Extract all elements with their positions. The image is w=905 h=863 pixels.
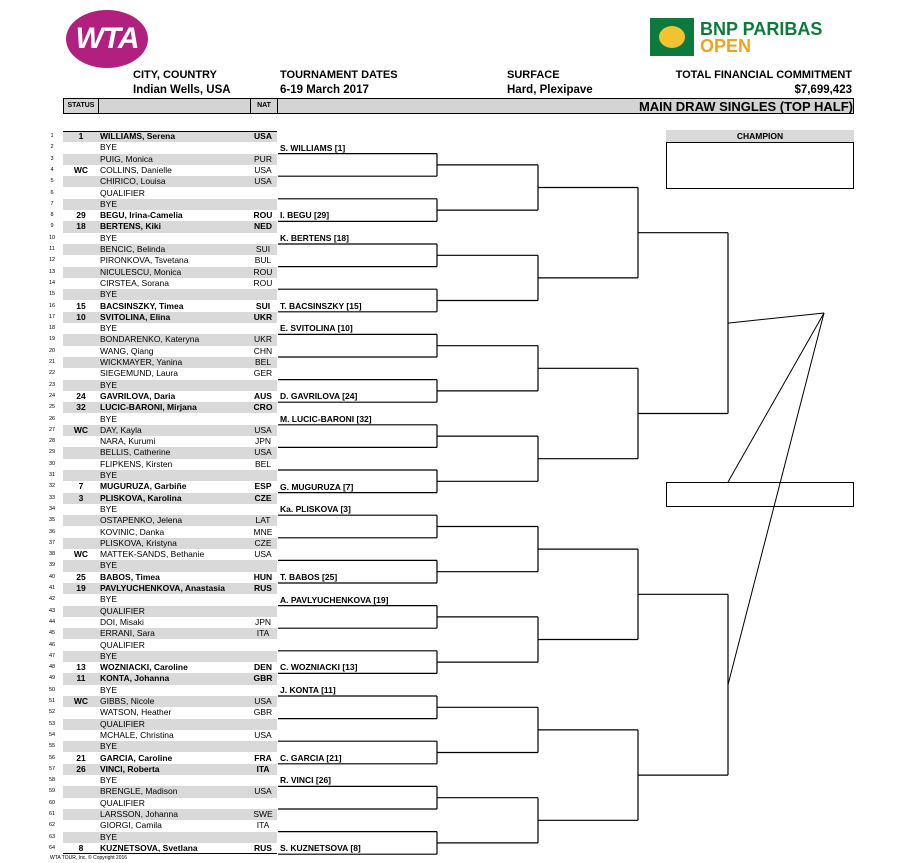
finalist-box [666, 482, 854, 507]
nat-column-header: NAT [250, 98, 278, 114]
draw-position: 15 [48, 291, 56, 298]
player-name: BYE [100, 831, 118, 842]
player-status: 13 [76, 662, 86, 673]
player-status: 7 [78, 481, 84, 492]
draw-position: 40 [48, 573, 56, 580]
draw-position: 54 [48, 731, 56, 738]
draw-position: 38 [48, 551, 56, 558]
player-name: BABOS, Timea [100, 571, 160, 582]
draw-position: 37 [48, 539, 56, 546]
player-name: CIRSTEA, Sorana [100, 277, 169, 288]
player-name: GARCIA, Caroline [100, 752, 173, 763]
player-nat: CZE [254, 492, 272, 503]
draw-position: 52 [48, 709, 56, 716]
round2-player: G. MUGURUZA [7] [280, 481, 354, 492]
player-nat: BEL [254, 357, 272, 367]
draw-position: 11 [49, 246, 55, 252]
player-status: 8 [78, 842, 84, 853]
player-name: VINCI, Roberta [100, 763, 160, 774]
player-name: BERTENS, Kiki [100, 221, 161, 232]
player-nat: USA [254, 549, 272, 560]
surface-value: Hard, Plexipave [507, 84, 593, 96]
draw-position: 26 [48, 415, 56, 422]
round2-player: S. KUZNETSOVA [8] [280, 843, 361, 854]
draw-position: 55 [48, 743, 56, 750]
champion-label: CHAMPION [666, 130, 854, 143]
player-nat: ESP [254, 481, 272, 492]
player-name: QUALIFIER [100, 187, 145, 198]
draw-position: 12 [48, 257, 56, 264]
dates-value: 6-19 March 2017 [280, 84, 369, 96]
player-name: DOI, Misaki [100, 616, 144, 627]
player-nat: ITA [256, 820, 270, 831]
player-nat: ROU [253, 277, 273, 288]
round2-player: R. VINCI [26] [280, 775, 332, 786]
player-nat: GER [253, 368, 273, 379]
player-nat: NED [254, 221, 272, 232]
player-name: SVITOLINA, Elina [100, 311, 171, 322]
draw-position: 22 [48, 370, 56, 377]
player-nat: BUL [254, 255, 272, 266]
draw-position: 49 [48, 675, 56, 682]
player-status: 15 [76, 300, 86, 311]
draw-position: 5 [50, 178, 54, 185]
player-name: MCHALE, Christina [100, 729, 174, 740]
draw-position: 44 [48, 618, 56, 625]
sponsor-line2: OPEN [700, 36, 752, 56]
draw-position: 2 [50, 144, 54, 151]
draw-position: 46 [48, 641, 56, 648]
draw-position: 1 [50, 133, 54, 139]
player-name: QUALIFIER [100, 797, 145, 808]
player-nat: CRO [253, 402, 273, 413]
draw-position: 7 [50, 200, 54, 207]
player-name: ERRANI, Sara [100, 628, 155, 639]
player-nat: USA [254, 176, 272, 187]
player-status: 19 [76, 583, 86, 593]
draw-position: 59 [48, 788, 56, 795]
round2-player: C. GARCIA [21] [280, 752, 342, 763]
player-name: COLLINS, Danielle [100, 164, 172, 175]
player-name: BYE [100, 198, 118, 209]
money-value: $7,699,423 [794, 84, 852, 96]
player-nat: ITA [256, 628, 270, 639]
draw-position: 32 [48, 483, 56, 490]
player-status: WC [73, 549, 89, 560]
draw-position: 48 [48, 664, 56, 671]
player-status: WC [73, 696, 89, 706]
player-name: KONTA, Johanna [100, 673, 170, 684]
draw-position: 8 [50, 212, 54, 219]
draw-position: 43 [48, 607, 56, 614]
round2-player: J. KONTA [11] [280, 685, 336, 695]
draw-position: 50 [48, 686, 56, 693]
player-name: LARSSON, Johanna [100, 809, 178, 819]
player-status: 24 [76, 390, 86, 401]
round2-player: M. LUCIC-BARONI [32] [280, 413, 372, 424]
draw-position: 16 [48, 302, 56, 309]
draw-position: 33 [48, 494, 56, 501]
round2-player: Ka. PLISKOVA [3] [280, 504, 351, 515]
draw-position: 39 [48, 562, 56, 569]
player-nat: SUI [255, 244, 271, 254]
draw-position: 41 [48, 585, 56, 591]
player-nat: ROU [253, 266, 273, 277]
draw-position: 30 [48, 460, 56, 467]
draw-position: 24 [48, 392, 56, 399]
player-status: 1 [78, 131, 84, 141]
surface-label: SURFACE [507, 69, 560, 81]
player-name: WILLIAMS, Serena [100, 131, 176, 141]
player-name: KOVINIC, Danka [100, 526, 165, 537]
player-status: WC [73, 164, 89, 175]
draw-position: 27 [48, 426, 56, 433]
player-name: PLISKOVA, Karolina [100, 492, 182, 503]
player-status: 3 [78, 492, 84, 503]
draw-position: 28 [48, 438, 56, 445]
player-name: BYE [100, 232, 118, 243]
player-name: PAVLYUCHENKOVA, Anastasia [100, 583, 226, 593]
draw-position: 61 [48, 811, 56, 817]
draw-position: 9 [50, 223, 54, 230]
draw-position: 47 [48, 652, 56, 659]
draw-position: 10 [48, 234, 56, 241]
draw-position: 3 [50, 155, 54, 162]
draw-position: 20 [48, 347, 56, 354]
player-name: BYE [100, 323, 118, 334]
draw-position: 53 [48, 720, 56, 727]
player-nat: USA [254, 164, 272, 175]
player-nat: UKR [253, 311, 273, 322]
player-name: BACSINSZKY, Timea [100, 300, 184, 311]
money-label: TOTAL FINANCIAL COMMITMENT [675, 69, 852, 81]
player-status: 10 [76, 311, 86, 322]
draw-position: 56 [48, 754, 56, 761]
draw-position: 63 [48, 833, 56, 840]
player-nat: USA [254, 424, 272, 435]
draw-position: 6 [50, 189, 54, 196]
player-nat: LAT [255, 515, 271, 526]
player-name: BYE [100, 775, 118, 786]
player-name: GIBBS, Nicole [100, 696, 155, 706]
player-nat: AUS [254, 390, 272, 401]
player-name: PLISKOVA, Kristyna [100, 537, 177, 548]
player-nat: CZE [254, 537, 272, 548]
draw-position: 60 [48, 799, 56, 806]
player-name: MUGURUZA, Garbiñe [100, 481, 187, 492]
draw-position: 14 [48, 279, 56, 286]
player-status: 26 [76, 763, 86, 774]
draw-position: 31 [48, 472, 56, 478]
draw-position: 42 [48, 596, 56, 603]
player-name: DAY, Kayla [100, 424, 142, 435]
draw-position: 19 [48, 336, 56, 343]
player-status: 11 [76, 673, 86, 684]
player-name: OSTAPENKO, Jelena [100, 515, 183, 526]
round2-player: S. WILLIAMS [1] [280, 142, 346, 153]
round2-player: T. BABOS [25] [280, 572, 338, 582]
player-nat: ITA [256, 763, 270, 774]
player-name: KUZNETSOVA, Svetlana [100, 842, 198, 853]
player-name: BEGU, Irina-Camelia [100, 210, 183, 221]
player-status: WC [73, 424, 89, 435]
player-nat: GBR [253, 707, 273, 718]
draw-position: 17 [48, 313, 56, 320]
player-name: BYE [100, 594, 118, 605]
draw-position: 13 [48, 268, 56, 275]
draw-position: 45 [48, 630, 56, 637]
final-line [728, 313, 824, 482]
sponsor-line1: BNP PARIBAS [700, 19, 823, 39]
player-nat: MNE [253, 526, 273, 537]
player-name: QUALIFIER [100, 718, 145, 729]
player-name: BYE [100, 470, 118, 480]
draw-position: 58 [48, 777, 56, 784]
player-nat: ROU [253, 210, 273, 221]
player-name: BYE [100, 503, 118, 514]
draw-position: 64 [48, 844, 56, 851]
player-name: NARA, Kurumi [100, 436, 156, 447]
player-nat: SWE [253, 809, 273, 819]
player-name: PUIG, Monica [100, 153, 153, 164]
player-nat: USA [254, 131, 272, 141]
player-name: WOZNIACKI, Caroline [100, 662, 188, 673]
player-name: BYE [100, 379, 118, 390]
copyright-footer: WTA TOUR, Inc. © Copyright 2016 [50, 855, 128, 861]
draw-position: 36 [48, 528, 56, 535]
player-nat: JPN [254, 436, 272, 447]
player-name: BYE [100, 142, 118, 153]
round2-player: E. SVITOLINA [10] [280, 323, 353, 334]
player-nat: USA [254, 786, 272, 797]
draw-position: 57 [48, 765, 56, 772]
player-name: QUALIFIER [100, 605, 145, 616]
player-nat: DEN [254, 662, 272, 673]
player-name: GAVRILOVA, Daria [100, 390, 176, 401]
city-label: CITY, COUNTRY [133, 69, 217, 81]
draw-position: 25 [48, 404, 56, 411]
player-name: BENCIC, Belinda [100, 244, 166, 254]
player-name: WICKMAYER, Yanina [100, 357, 183, 367]
player-name: FLIPKENS, Kirsten [100, 458, 173, 469]
draw-position: 29 [48, 449, 56, 456]
draw-title: MAIN DRAW SINGLES (TOP HALF) [638, 99, 853, 114]
player-nat: BEL [254, 458, 272, 469]
player-nat: RUS [254, 842, 272, 853]
player-name: BRENGLE, Madison [100, 786, 178, 797]
player-name: BONDARENKO, Kateryna [100, 334, 200, 345]
player-nat: PUR [254, 153, 272, 164]
player-nat: FRA [254, 752, 272, 763]
player-status: 25 [76, 571, 86, 582]
draw-position: 23 [48, 381, 56, 388]
dates-label: TOURNAMENT DATES [280, 69, 398, 81]
player-nat: GBR [253, 673, 273, 684]
draw-position: 35 [48, 517, 56, 524]
wta-logo-text: WTA [75, 22, 139, 55]
player-status: 29 [76, 210, 86, 221]
player-name: WANG, Qiang [100, 345, 154, 356]
draw-position: 21 [48, 359, 56, 365]
player-name: BELLIS, Catherine [100, 447, 171, 458]
player-nat: USA [254, 729, 272, 740]
player-name: BYE [100, 684, 118, 695]
player-name: BYE [100, 413, 118, 424]
player-nat: RUS [254, 583, 272, 593]
player-nat: UKR [254, 334, 272, 345]
round2-player: K. BERTENS [18] [280, 233, 349, 243]
player-name: SIEGEMUND, Laura [100, 368, 178, 379]
player-nat: SUI [255, 300, 271, 311]
player-nat: HUN [253, 571, 273, 582]
round2-player: T. BACSINSZKY [15] [280, 300, 362, 311]
player-nat: JPN [254, 616, 272, 627]
player-nat: USA [254, 447, 272, 458]
player-name: GIORGI, Camila [100, 820, 162, 831]
draw-position: 18 [48, 325, 56, 332]
player-name: MATTEK-SANDS, Bethanie [100, 549, 205, 560]
player-name: PIRONKOVA, Tsvetana [100, 255, 189, 266]
draw-position: 62 [48, 822, 56, 829]
semifinal-line [728, 313, 824, 323]
player-name: LUCIC-BARONI, Mirjana [100, 402, 197, 413]
draw-position: 51 [48, 698, 56, 704]
draw-position: 34 [48, 505, 56, 512]
player-status: 18 [76, 221, 86, 232]
player-name: BYE [100, 289, 118, 300]
round2-player: D. GAVRILOVA [24] [280, 391, 358, 402]
round2-player: C. WOZNIACKI [13] [280, 662, 358, 673]
status-column-header: STATUS [63, 98, 99, 114]
player-nat: CHN [253, 345, 273, 356]
round2-player: A. PAVLYUCHENKOVA [19] [280, 594, 389, 605]
city-value: Indian Wells, USA [133, 84, 231, 96]
player-status: 32 [76, 402, 86, 413]
round2-player: I. BEGU [29] [280, 210, 330, 221]
player-name: BYE [100, 560, 118, 571]
player-status: 21 [76, 752, 86, 763]
player-nat: USA [254, 696, 272, 706]
draw-position: 4 [50, 166, 54, 173]
player-name: WATSON, Heather [100, 707, 172, 718]
player-name: BYE [100, 650, 118, 661]
player-name: BYE [100, 741, 118, 752]
player-name: CHIRICO, Louisa [100, 176, 166, 187]
player-name: QUALIFIER [100, 639, 145, 650]
player-name: NICULESCU, Monica [100, 266, 182, 277]
